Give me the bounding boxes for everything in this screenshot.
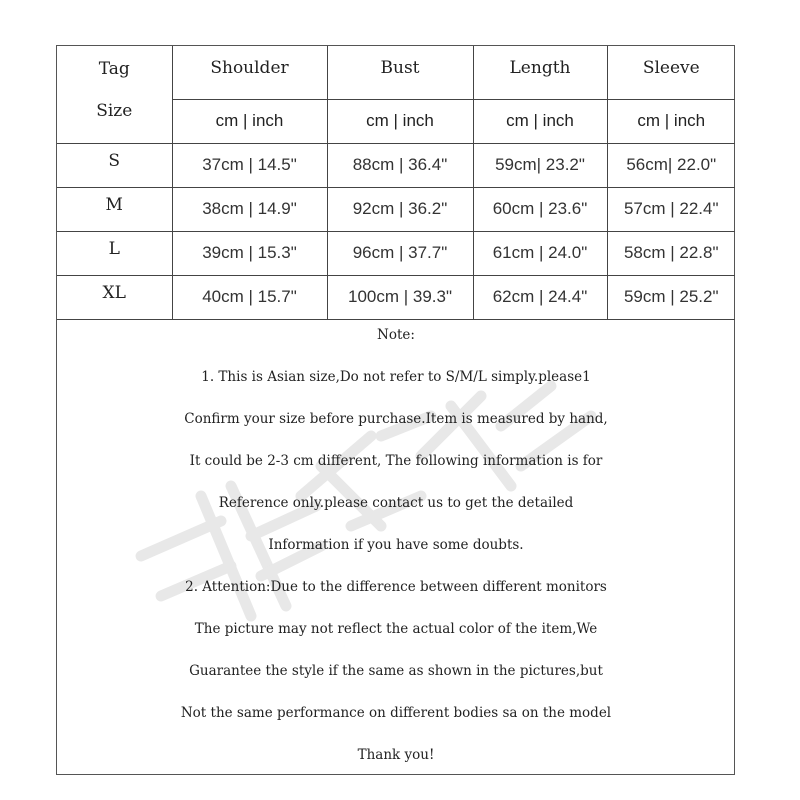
note-line: Guarantee the style if the same as shown in the pictures,but [189, 663, 603, 679]
note-line: Not the same performance on different bodies sa on the model [180, 705, 612, 721]
cell-length: 62cm | 24.4" [473, 275, 607, 319]
cell-bust: 92cm | 36.2" [327, 187, 473, 231]
cell-sleeve: 57cm | 22.4" [607, 187, 735, 231]
cell-bust: 96cm | 37.7" [327, 231, 473, 275]
notes-section [57, 314, 735, 776]
note-line: Reference only.please contact us to get the detailed [218, 495, 574, 511]
column-header-sleeve: Sleeve [607, 46, 735, 99]
size-chart-table [57, 46, 735, 320]
note-line: It could be 2-3 cm different, The following information is for [189, 453, 603, 469]
unit-sleeve: cm | inch [607, 99, 735, 143]
unit-shoulder: cm | inch [172, 99, 327, 143]
notes-title: Note: [377, 327, 415, 343]
table-row [57, 231, 735, 275]
note-line: The picture may not reflect the actual color of the item,We [194, 621, 598, 637]
cell-sleeve: 59cm | 25.2" [607, 275, 735, 319]
cell-shoulder: 40cm | 15.7" [172, 275, 327, 319]
cell-length: 60cm | 23.6" [473, 187, 607, 231]
size-label: Size [96, 101, 133, 121]
cell-bust: 100cm | 39.3" [327, 275, 473, 319]
cell-bust: 88cm | 36.4" [327, 143, 473, 187]
cell-length: 59cm| 23.2" [473, 143, 607, 187]
cell-length: 61cm | 24.0" [473, 231, 607, 275]
cell-shoulder: 39cm | 15.3" [172, 231, 327, 275]
cell-shoulder: 38cm | 14.9" [172, 187, 327, 231]
table-row [57, 143, 735, 187]
column-header-shoulder: Shoulder [172, 46, 327, 99]
table-row [57, 187, 735, 231]
row-size: L [57, 231, 172, 275]
row-size: M [57, 187, 172, 231]
note-line: Confirm your size before purchase.Item is measured by hand, [184, 411, 608, 427]
note-thank-you: Thank you! [357, 747, 435, 763]
column-header-length: Length [473, 46, 607, 99]
unit-length: cm | inch [473, 99, 607, 143]
tag-label: Tag [98, 59, 130, 79]
tag-size-header [57, 46, 172, 143]
note-line: 1. This is Asian size,Do not refer to S/M/L simply.please1 [201, 369, 591, 385]
cell-sleeve: 58cm | 22.8" [607, 231, 735, 275]
note-line: 2. Attention:Due to the difference between different monitors [185, 579, 607, 595]
cell-shoulder: 37cm | 14.5" [172, 143, 327, 187]
unit-bust: cm | inch [327, 99, 473, 143]
row-size: XL [57, 275, 172, 319]
header-row [57, 46, 735, 99]
size-chart-sheet [56, 45, 735, 775]
row-size: S [57, 143, 172, 187]
table-row [57, 275, 735, 319]
cell-sleeve: 56cm| 22.0" [607, 143, 735, 187]
note-line: Information if you have some doubts. [268, 537, 524, 553]
column-header-bust: Bust [327, 46, 473, 99]
